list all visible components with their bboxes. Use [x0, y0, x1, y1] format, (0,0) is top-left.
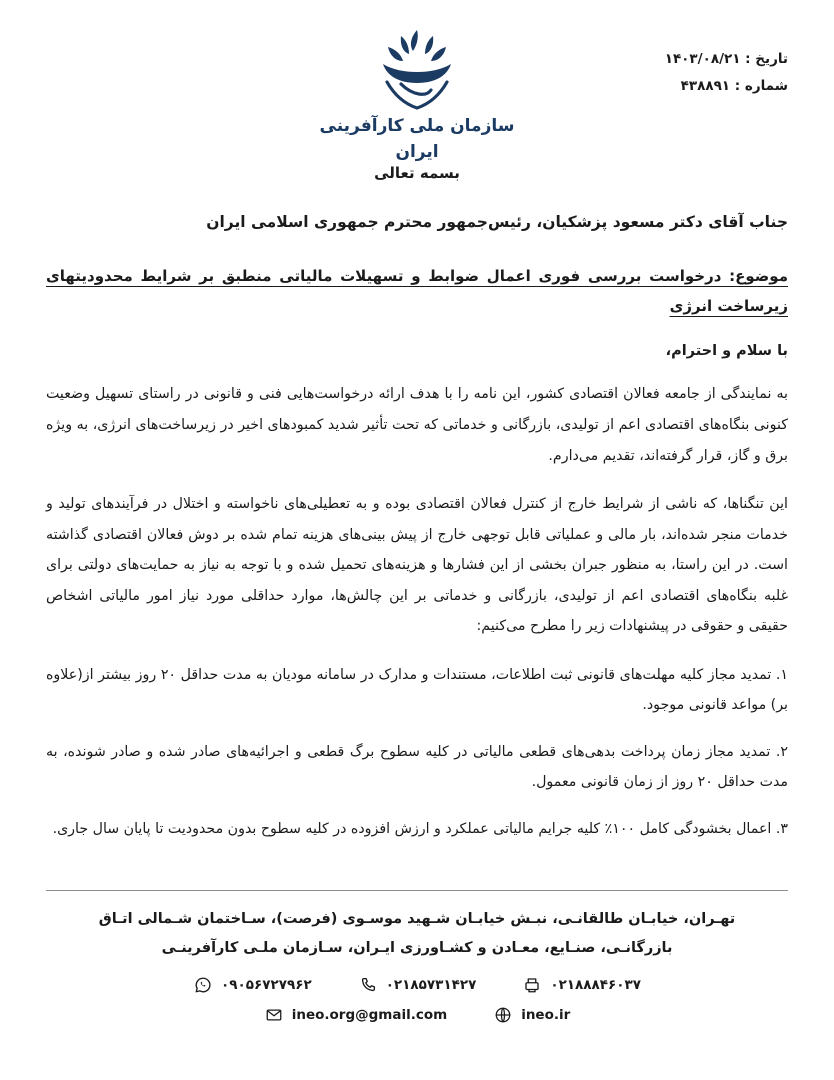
document-number: شماره : ۴۳۸۸۹۱ [680, 78, 788, 94]
fax-number: ۰۲۱۸۸۸۴۶۰۳۷ [550, 977, 641, 994]
footer-address: تهـران، خیابـان طالقانـی، نبـش خیابـان شـهید موسـوی (فرصت)، سـاختمان شـمالی اتـاق بازرگانـی، صنـایع، معـادن و کشـاورزی ایـران، سـازمان ملـی کارآفرینـی [98, 911, 736, 957]
document-date: تاریخ : ۱۴۰۳/۰۸/۲۱ [664, 51, 788, 67]
request-item-2: ۲. تمدید مجاز زمان پرداخت بدهی‌های قطعی مالیاتی در کلیه سطوح برگ قطعی و اجرائیه‌های صادر شده و صادر شونده، به مدت حداقل ۲۰ روز از زمان قانونی معمول. [46, 743, 788, 791]
contact-fax [522, 975, 641, 995]
organization-logo [302, 20, 532, 165]
fax-icon [522, 975, 542, 995]
greeting-line: با سلام و احترام، [665, 343, 788, 360]
request-item-1: ۱. تمدید مجاز کلیه مهلت‌های قانونی ثبت اطلاعات، مستندات و مدارک در سامانه مودیان به مدت حداقل ۲۰ روز بیشتر از(علاوه بر) مواعد قانونی موجود. [46, 666, 788, 714]
contact-email[interactable] [264, 1005, 447, 1025]
document-footer [46, 890, 788, 1025]
header-meta [665, 46, 788, 100]
document-header [46, 18, 788, 162]
addressee-line: جناب آقای دکتر مسعود پزشکیان، رئیس‌جمهور محترم جمهوری اسلامی ایران [206, 213, 788, 231]
body-paragraph-1: به نمایندگی از جامعه فعالان اقتصادی کشور، این نامه را با هدف ارائه درخواست‌هایی فنی و قانونی در راستای تسهیل وضعیت کنونی بنگاه‌های اقتصادی اعم از تولیدی، بازرگانی و خدماتی که تحت تأثیر شدید کمبودهای اخیر در زیرساخت‌های انرژی، به ویژه برق و گاز، قرار گرفته‌اند، تقدیم می‌دارم. [46, 386, 788, 464]
contact-row-primary [46, 975, 788, 995]
email-icon [264, 1005, 284, 1025]
contact-whatsapp [193, 975, 312, 995]
contact-website[interactable] [493, 1005, 570, 1025]
whatsapp-number: ۰۹۰۵۶۷۲۷۹۶۲ [221, 977, 312, 994]
email-address: ineo.org@gmail.com [291, 1007, 448, 1024]
contact-row-secondary [46, 1005, 788, 1025]
globe-icon [493, 1005, 513, 1025]
whatsapp-icon [193, 975, 213, 995]
organization-name: سازمان ملی کارآفرینی ایران [319, 116, 515, 162]
request-list [46, 660, 788, 845]
contact-phone [358, 975, 477, 995]
body-paragraph-2: این تنگناها، که ناشی از شرایط خارج از کنترل فعالان اقتصادی بوده و به تعطیلی‌های ناخواسته و اختلال در فرآیندهای تولید و خدمات منجر شده‌اند، بار مالی و عملیاتی قابل توجهی خارج از پیش بینی‌های هزینه تمام شده بر دوش فعالان اقتصادی گذاشته است. در این راستا، به منظور جبران بخشی از این فشارها و هزینه‌های تحمیل شده و با توجه به نیاز به حمایت‌های دولتی برای غلبه بنگاه‌های اقتصادی اعم از تولیدی، بازرگانی و خدماتی بر این چالش‌ها، موارد حداقلی مورد نیاز امور مالیاتی اشخاص حقیقی و حقوقی در پیشنهادات زیر را مطرح می‌کنیم: [46, 496, 788, 635]
bismillah-line: بسمه تعالی [374, 164, 460, 182]
lotus-handshake-emblem-icon [302, 20, 532, 120]
website-url: ineo.ir [521, 1007, 571, 1024]
subject-line: موضوع: درخواست بررسی فوری اعمال ضوابط و تسهیلات مالیاتی منطبق بر شرایط محدودیتهای زیرساخت انرژی [46, 267, 788, 316]
request-item-3: ۳. اعمال بخشودگی کامل ۱۰۰٪ کلیه جرایم مالیاتی عملکرد و ارزش افزوده در کلیه سطوح بدون محدودیت تا پایان سال جاری. [52, 820, 788, 837]
phone-number: ۰۲۱۸۵۷۳۱۴۲۷ [385, 977, 477, 994]
phone-icon [358, 975, 378, 995]
